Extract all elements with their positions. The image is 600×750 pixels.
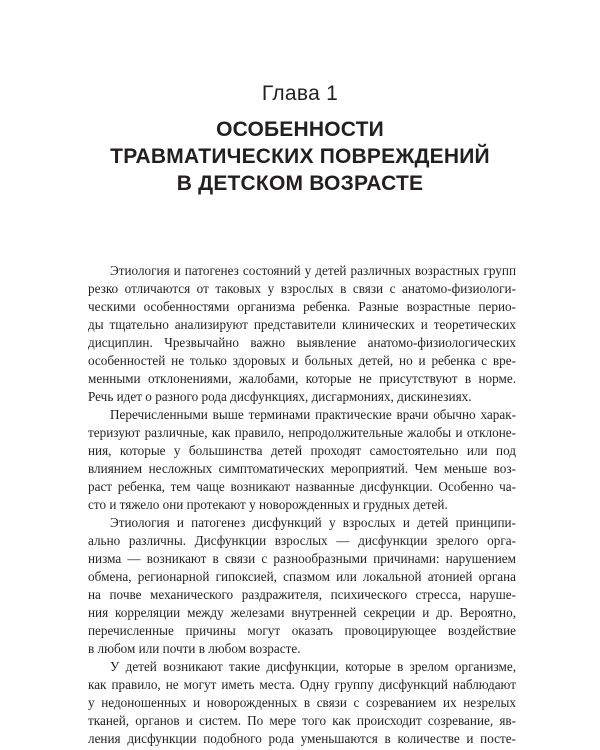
text-line: тканей, органов и систем. По мере того как происходит созревание, яв- [88,713,516,728]
text-line: как правило, не могут иметь места. Одну группу дисфункций наблюдают [88,677,516,692]
text-line: резко отличаются от таковых у взрослых в связи с анатомо-физиологи- [88,281,516,296]
text-line: на почве механического раздражителя, психического стресса, наруше- [88,587,516,602]
text-line: низма — возникают в связи с разнообразными причинами: нарушением [88,551,516,566]
text-line: у недоношенных и новорожденных в связи с созреванием их незрелых [88,695,516,710]
text-line: особенностей не только здоровых и больных детей, но и ребенка с вре- [88,353,516,368]
text-line: влиянием несложных симптоматических мероприятий. Чем меньше воз- [88,461,516,476]
chapter-title-line: ТРАВМАТИЧЕСКИХ ПОВРЕЖДЕНИЙ [110,145,490,168]
text-line: перечисленные причины могут оказать провоцирующее воздействие [88,623,516,638]
text-line: менными отклонениями, жалобами, которые не присутствуют в норме. [88,371,516,386]
chapter-title-line: ОСОБЕННОСТИ [216,118,384,141]
text-line: ально различны. Дисфункции взрослых — дисфункции зрелого орга- [88,533,516,548]
chapter-label: Глава 1 [261,82,339,105]
text-line: Этиология и патогенез состояний у детей различных возрастных групп [110,263,516,278]
text-line: ды тщательно анализируют представители клинических и теоретических [88,317,516,332]
text-line: в любом или почти в любом возрасте. [88,641,301,656]
text-line: ления дисфункции подобного рода уменьшаются в количестве и посте- [88,731,516,746]
text-line: Перечисленными выше терминами практические врачи обычно харак- [110,407,516,422]
text-line: ния корреляции между железами внутренней секреции и др. Вероятно, [88,605,516,620]
text-line: У детей возникают такие дисфункции, которые в зрелом организме, [110,659,516,674]
text-line: обмена, регионарной гипоксией, спазмом или локальной атонией органа [88,569,516,584]
body-text [88,262,516,748]
text-line: ческими особенностями организма ребенка. Разные возрастные перио- [88,299,516,314]
chapter-title-line: В ДЕТСКОМ ВОЗРАСТЕ [176,172,424,195]
text-line: ния, которые у большинства детей проходят самостоятельно или под [88,443,516,458]
text-line: дисциплин. Чрезвычайно важно выявление анатомо-физиологических [88,335,516,350]
text-line: раст ребенка, тем чаще возникают названные дисфункции. Особенно ча- [88,479,516,494]
text-line: Этиология и патогенез дисфункций у взрослых и детей принципи- [110,515,516,530]
text-line: сто и тяжело они протекают у новорожденных и грудных детей. [88,497,448,512]
text-line: теризуют различные, как правило, непродолжительные жалобы и отклоне- [88,425,516,440]
text-line: Речь идет о разного рода дисфункциях, дисгармониях, дискинезиях. [88,389,472,404]
chapter-title [0,116,600,197]
